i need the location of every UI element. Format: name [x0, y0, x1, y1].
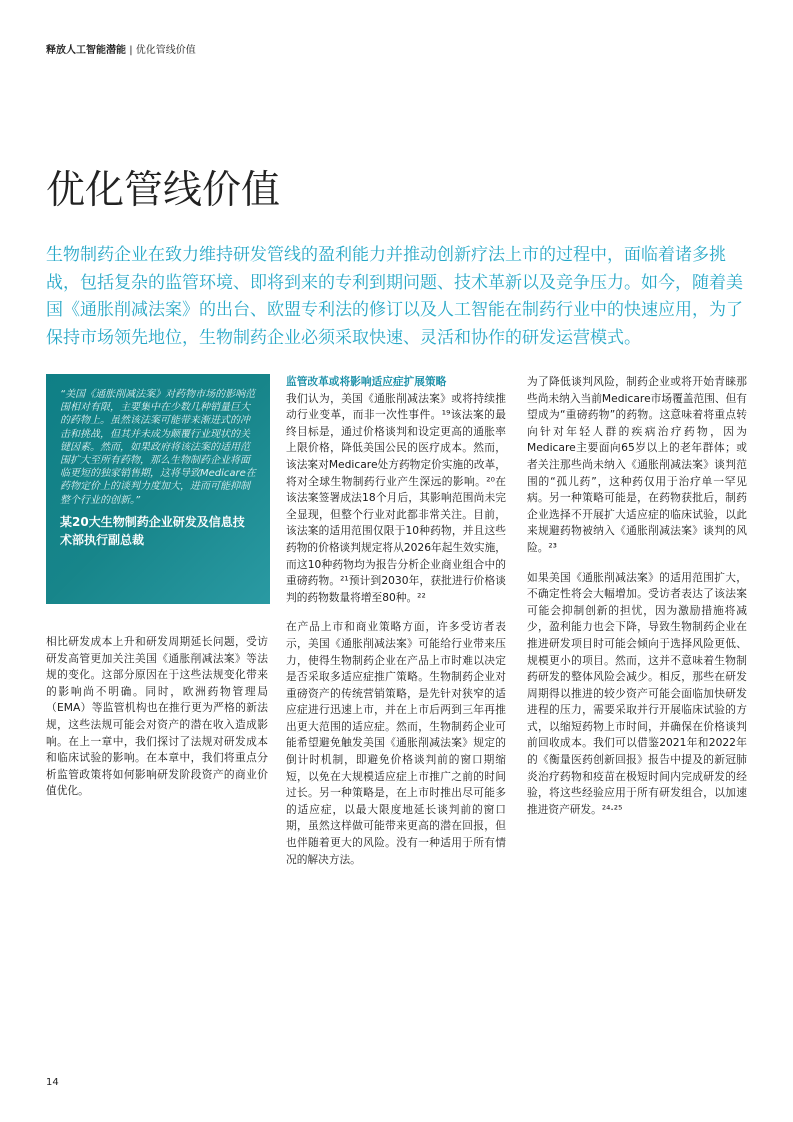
middle-column: [286, 374, 506, 868]
left-paragraph: 相比研发成本上升和研发周期延长问题，受访研发高管更加关注美国《通胀削减法案》等法规的变化。这部分原因在于这些法规变化带来的影响尚不明确。同时，欧洲药物管理局（EMA）等监管机构也在推行更为严格的新法规，这些法规可能会对资产的潜在收入造成影响。在上一章中，我们探讨了法规对研发成本和临床试验的影响。在本章中，我们将重点分析监管政策将如何影响研发阶段资产的商业价值优化。: [46, 635, 268, 798]
running-header: [46, 44, 196, 57]
quote-author: 某20大生物制药企业研发及信息技术部执行副总裁: [60, 514, 245, 547]
header-divider: |: [129, 45, 133, 56]
section-subheading: 监管改革或将影响适应症扩展策略: [286, 375, 447, 388]
right-column: [527, 374, 747, 818]
page-number: 14: [46, 1077, 59, 1088]
quote-box: [46, 374, 270, 604]
right-paragraph-1: 为了降低谈判风险，制药企业或将开始青睐那些尚未纳入当前Medicare市场覆盖范围、但有望成为“重磅药物”的药物。这意味着将重点转向针对年轻人群的疾病治疗药物，因为Medicare主要面向65岁以上的老年群体；或者关注那些尚未纳入《通胀削减法案》谈判范围的“孤儿药”，这种药仅用于治疗单一罕见病。另一种策略可能是，在药物获批后，制药企业选择不开展扩大适应症的临床试验，以此来规避药物被纳入《通胀削减法案》谈判的风险。²³: [527, 375, 747, 554]
middle-paragraph-1: 我们认为，美国《通胀削减法案》或将持续推动行业变革，而非一次性事件。¹⁹该法案的最终目标是，通过价格谈判和设定更高的通胀率上限价格，降低美国公民的医疗成本。然而，该法案对Medicare处方药物定价实施的改革，将对全球生物制药行业产生深远的影响。²⁰在该法案签署成法18个月后，其影响范围尚未完全显现，但整个行业对此都非常关注。目前，该法案的适用范围仅限于10种药物，并且这些药物的价格谈判规定将从2026年起生效实施，而这10种药物均为报告分析企业商业组合中的重磅药物。²¹预计到2030年，获批进行价格谈判的药物数量将增至80种。²²: [286, 391, 506, 604]
header-section: 释放人工智能潜能: [46, 45, 126, 56]
right-paragraph-2: 如果美国《通胀削减法案》的适用范围扩大，不确定性将会大幅增加。受访者表达了该法案可能会抑制创新的担忧，因为激励措施将减少，盈利能力也会下降，导致生物制药企业在推进研发项目时可能会倾向于选择风险更低、规模更小的项目。然而，这并不意味着生物制药研发的整体风险会减少。相反，那些在研发周期得以推进的较少资产可能会面临加快研发进程的压力，需要采取并行开展临床试验的方式，以缩短药物上市时间，并确保在价格谈判前回收成本。我们可以借鉴2021年和2022年的《衡量医药创新回报》报告中提及的新冠肺炎治疗药物和疫苗在极短时间内完成研发的经验，将这些经验应用于所有研发组合，以加速推进资产研发。²⁴·²⁵: [527, 570, 747, 816]
quote-text: “美国《通胀削减法案》对药物市场的影响范围相对有限，主要集中在少数几种销量巨大的药物上。虽然该法案可能带来渐进式的冲击和挑战，但其并未成为颠覆行业现状的关键因素。然而，如果政府将该法案的适用范围扩大至所有药物，那么生物制药企业将面临更短的独家销售期，这将导致Medicare在药物定价上的谈判力度加大，进而可能抑制整个行业的创新。”: [60, 389, 256, 506]
middle-paragraph-2: 在产品上市和商业策略方面，许多受访者表示，美国《通胀削减法案》可能给行业带来压力，使得生物制药企业在产品上市时难以决定是否采取多适应症推广策略。生物制药企业对重磅资产的传统营销策略，是先针对狭窄的适应症进行迅速上市，并在上市后两到三年再推出更大范围的适应症。然而，生物制药企业可能希望避免触发美国《通胀削减法案》规定的倒计时机制，即避免价格谈判前的窗口期缩短，以免在大规模适应症上市推广之前的时间过长。另一种策略是，在上市时推出尽可能多的适应症，以最大限度地延长谈判前的窗口期，虽然这样做可能带来更高的潜在回报，但也伴随着更大的风险。没有一种适用于所有情况的解决方法。: [286, 620, 506, 866]
header-chapter: 优化管线价值: [135, 45, 196, 56]
left-column: [46, 634, 268, 800]
intro-paragraph: 生物制药企业在致力维持研发管线的盈利能力并推动创新疗法上市的过程中，面临着诸多挑战，包括复杂的监管环境、即将到来的专利到期问题、技术革新以及竞争压力。如今，随着美国《通胀削减法案》的出台、欧盟专利法的修订以及人工智能在制药行业中的快速应用，为了保持市场领先地位，生物制药企业必须采取快速、灵活和协作的研发运营模式。: [46, 245, 743, 348]
page-title: 优化管线价值: [46, 168, 281, 213]
